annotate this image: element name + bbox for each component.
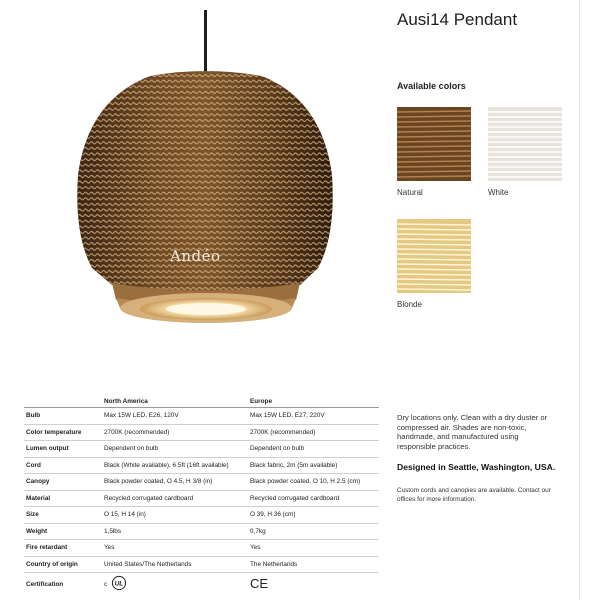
color-swatch-natural[interactable] [397, 107, 471, 181]
table-row [24, 457, 379, 474]
spec-value-na: O 15, H 14 (in) [102, 507, 248, 524]
table-row [24, 540, 379, 557]
table-row [24, 507, 379, 524]
spec-header-row [24, 395, 379, 408]
spec-label: Fire retardant [24, 540, 102, 557]
spec-label: Size [24, 507, 102, 524]
designed-in: Designed in Seattle, Washington, USA. [397, 462, 556, 472]
table-row [24, 556, 379, 573]
product-photo [0, 0, 370, 370]
spec-label: Certification [26, 580, 64, 588]
cul-logo-icon [104, 575, 130, 591]
swatch-label-blonde: Blonde [397, 300, 422, 309]
spec-label: Cord [24, 457, 102, 474]
swatch-label-natural: Natural [397, 188, 423, 197]
available-colors-heading: Available colors [397, 81, 466, 91]
custom-note: Custom cords and canopies are available. Contact our offices for more information. [397, 487, 551, 503]
spec-value-eu: Max 15W LED, E27, 220V [248, 408, 379, 425]
natural-texture [397, 107, 471, 181]
spec-value-eu: 2700K (recommended) [248, 424, 379, 441]
watermark: Andéo [170, 247, 221, 265]
spec-header-europe: Europe [248, 395, 379, 408]
spec-header-north-america: North America [102, 395, 248, 408]
table-row [24, 523, 379, 540]
spec-value-na: 2700K (recommended) [102, 424, 248, 441]
cul-c-mark: c [104, 581, 108, 588]
table-row [24, 490, 379, 507]
spec-value-eu: O 39, H 36 (cm) [248, 507, 379, 524]
cul-ul-mark: UL [114, 580, 124, 588]
table-row [24, 424, 379, 441]
spec-label: Bulb [24, 408, 102, 425]
spec-value-eu: Recycled corrugated cardboard [248, 490, 379, 507]
spec-value-eu: Dependent on bulb [248, 441, 379, 458]
spec-value-eu: Black fabric, 2m (5m available) [248, 457, 379, 474]
spec-value-na: Max 15W LED, E26, 120V [102, 408, 248, 425]
spec-label: Lumen output [24, 441, 102, 458]
spec-value-eu: Black powder coated, O 10, H 2.5 (cm) [248, 474, 379, 491]
ce-logo-icon [250, 575, 272, 591]
spec-value-na: Black (White available), 6.5ft (16ft available) [102, 457, 248, 474]
blonde-texture [397, 219, 471, 293]
cul-mark [102, 573, 248, 596]
page-edge-divider [579, 0, 580, 600]
spec-value-eu: The Netherlands [248, 556, 379, 573]
table-row [24, 474, 379, 491]
color-swatch-white[interactable] [488, 107, 562, 181]
spec-label: Country of origin [24, 556, 102, 573]
ce-mark-text: CE [250, 576, 269, 591]
certification-row [24, 573, 379, 596]
color-swatch-blonde[interactable] [397, 219, 471, 293]
spec-value-na: Dependent on bulb [102, 441, 248, 458]
table-row [24, 441, 379, 458]
spec-label: Color temperature [24, 424, 102, 441]
spec-value-na: 1,5lbs [102, 523, 248, 540]
care-description: Dry locations only. Clean with a dry duster or compressed air. Shades are non-toxic, handmade, and manufactured using responsible practices. [397, 413, 548, 451]
spec-label: Weight [24, 523, 102, 540]
swatch-label-white: White [488, 188, 509, 197]
ce-mark [248, 573, 379, 596]
spec-value-na: Black powder coated, O 4.5, H 3/8 (in) [102, 474, 248, 491]
spec-label: Canopy [24, 474, 102, 491]
table-row [24, 408, 379, 425]
spec-table [24, 395, 379, 595]
product-title: Ausi14 Pendant [397, 10, 518, 29]
white-texture [488, 107, 562, 181]
spec-value-eu: 0,7kg [248, 523, 379, 540]
spec-value-na: Yes [102, 540, 248, 557]
spec-value-na: United States/The Netherlands [102, 556, 248, 573]
spec-header-blank [24, 395, 102, 408]
spec-label: Material [24, 490, 102, 507]
spec-value-eu: Yes [248, 540, 379, 557]
lamp-illustration [0, 0, 370, 370]
spec-value-na: Recycled corrugated cardboard [102, 490, 248, 507]
